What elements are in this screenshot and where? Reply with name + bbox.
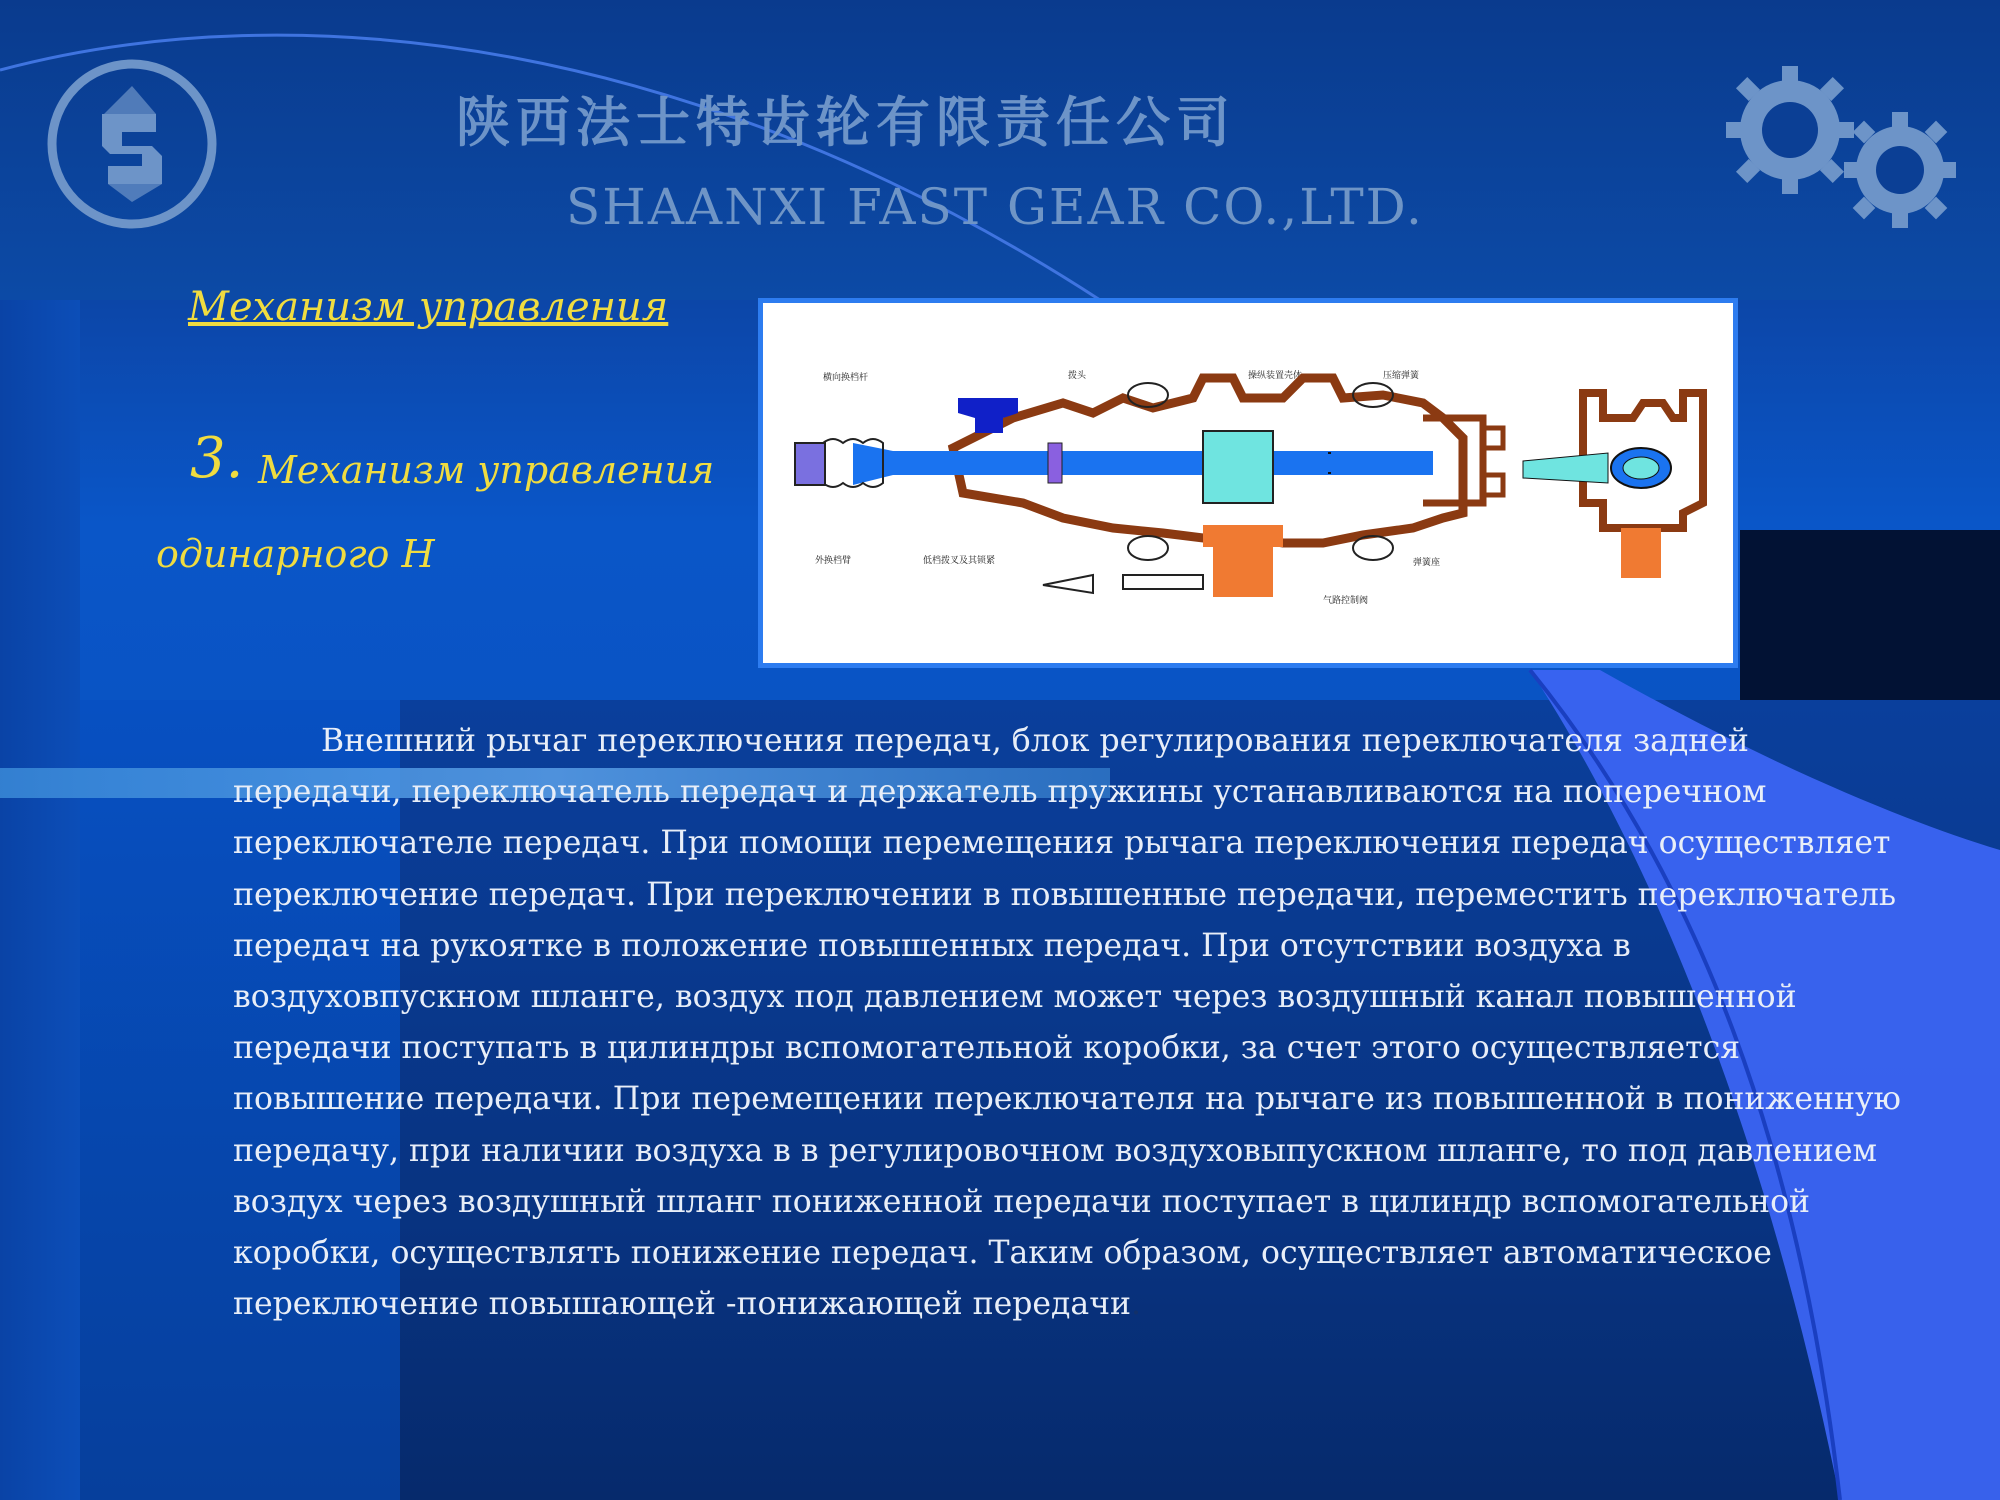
section-number: 3. bbox=[190, 426, 244, 491]
company-name-chinese: 陕西法士特齿轮有限责任公司 bbox=[456, 91, 1236, 154]
slide-title: Механизм управления bbox=[188, 284, 669, 330]
gears-icon bbox=[1710, 58, 1970, 238]
shift-mechanism-drawing bbox=[763, 303, 1733, 663]
diagram-label: 弹簧座 bbox=[1413, 558, 1441, 568]
diagram-label: 低档拨叉及其锁紧 bbox=[923, 556, 996, 566]
diagram-label: 压缩弹簧 bbox=[1383, 371, 1420, 381]
section-heading: Механизм управления bbox=[258, 448, 715, 492]
diagram-label: 操纵装置壳体 bbox=[1248, 371, 1303, 381]
company-logo-icon bbox=[44, 56, 220, 232]
mechanism-diagram bbox=[758, 298, 1738, 668]
body-paragraph bbox=[233, 716, 1913, 1330]
diagram-label: 气路控制阀 bbox=[1323, 596, 1369, 606]
diagram-label: 拨头 bbox=[1068, 371, 1087, 381]
body-paragraph-text: Внешний рычаг переключения передач, блок регулирования переключателя задней передачи, переключатель передач и держатель пружины устанавливаются на поперечном переключателе передач. При помощи перемещения рычага переключения передач осуществляет переключение передач. При переключении в повышенные передачи, переместить переключатель передач на рукоятке в положение повышенных передач. При отсутствии воздуха в воздуховпускном шланге, воздух под давлением может через воздушный канал повышенной передачи поступать в цилиндры вспомогательной коробки, за счет этого осуществляется повышение передачи. При перемещении переключателя на рычаге из повышенной в пониженную передачу, при наличии воздуха в в регулировочном воздуховыпускном шланге, то под давлением воздух через воздушный шланг пониженной передачи поступает в цилиндр вспомогательной коробки, осуществлять понижение передач. Таким образом, осуществляет автоматическое переключение повышающей -понижающей передачи bbox=[233, 723, 1901, 1323]
section-heading-continuation: одинарного Н bbox=[156, 532, 435, 576]
diagram-label: 横向换档杆 bbox=[823, 373, 869, 383]
diagram-label: 外换档臂 bbox=[815, 556, 852, 566]
paragraph-end-dot: . bbox=[1131, 1286, 1142, 1323]
company-name-english: SHAANXI FAST GEAR CO.,LTD. bbox=[566, 178, 1424, 236]
